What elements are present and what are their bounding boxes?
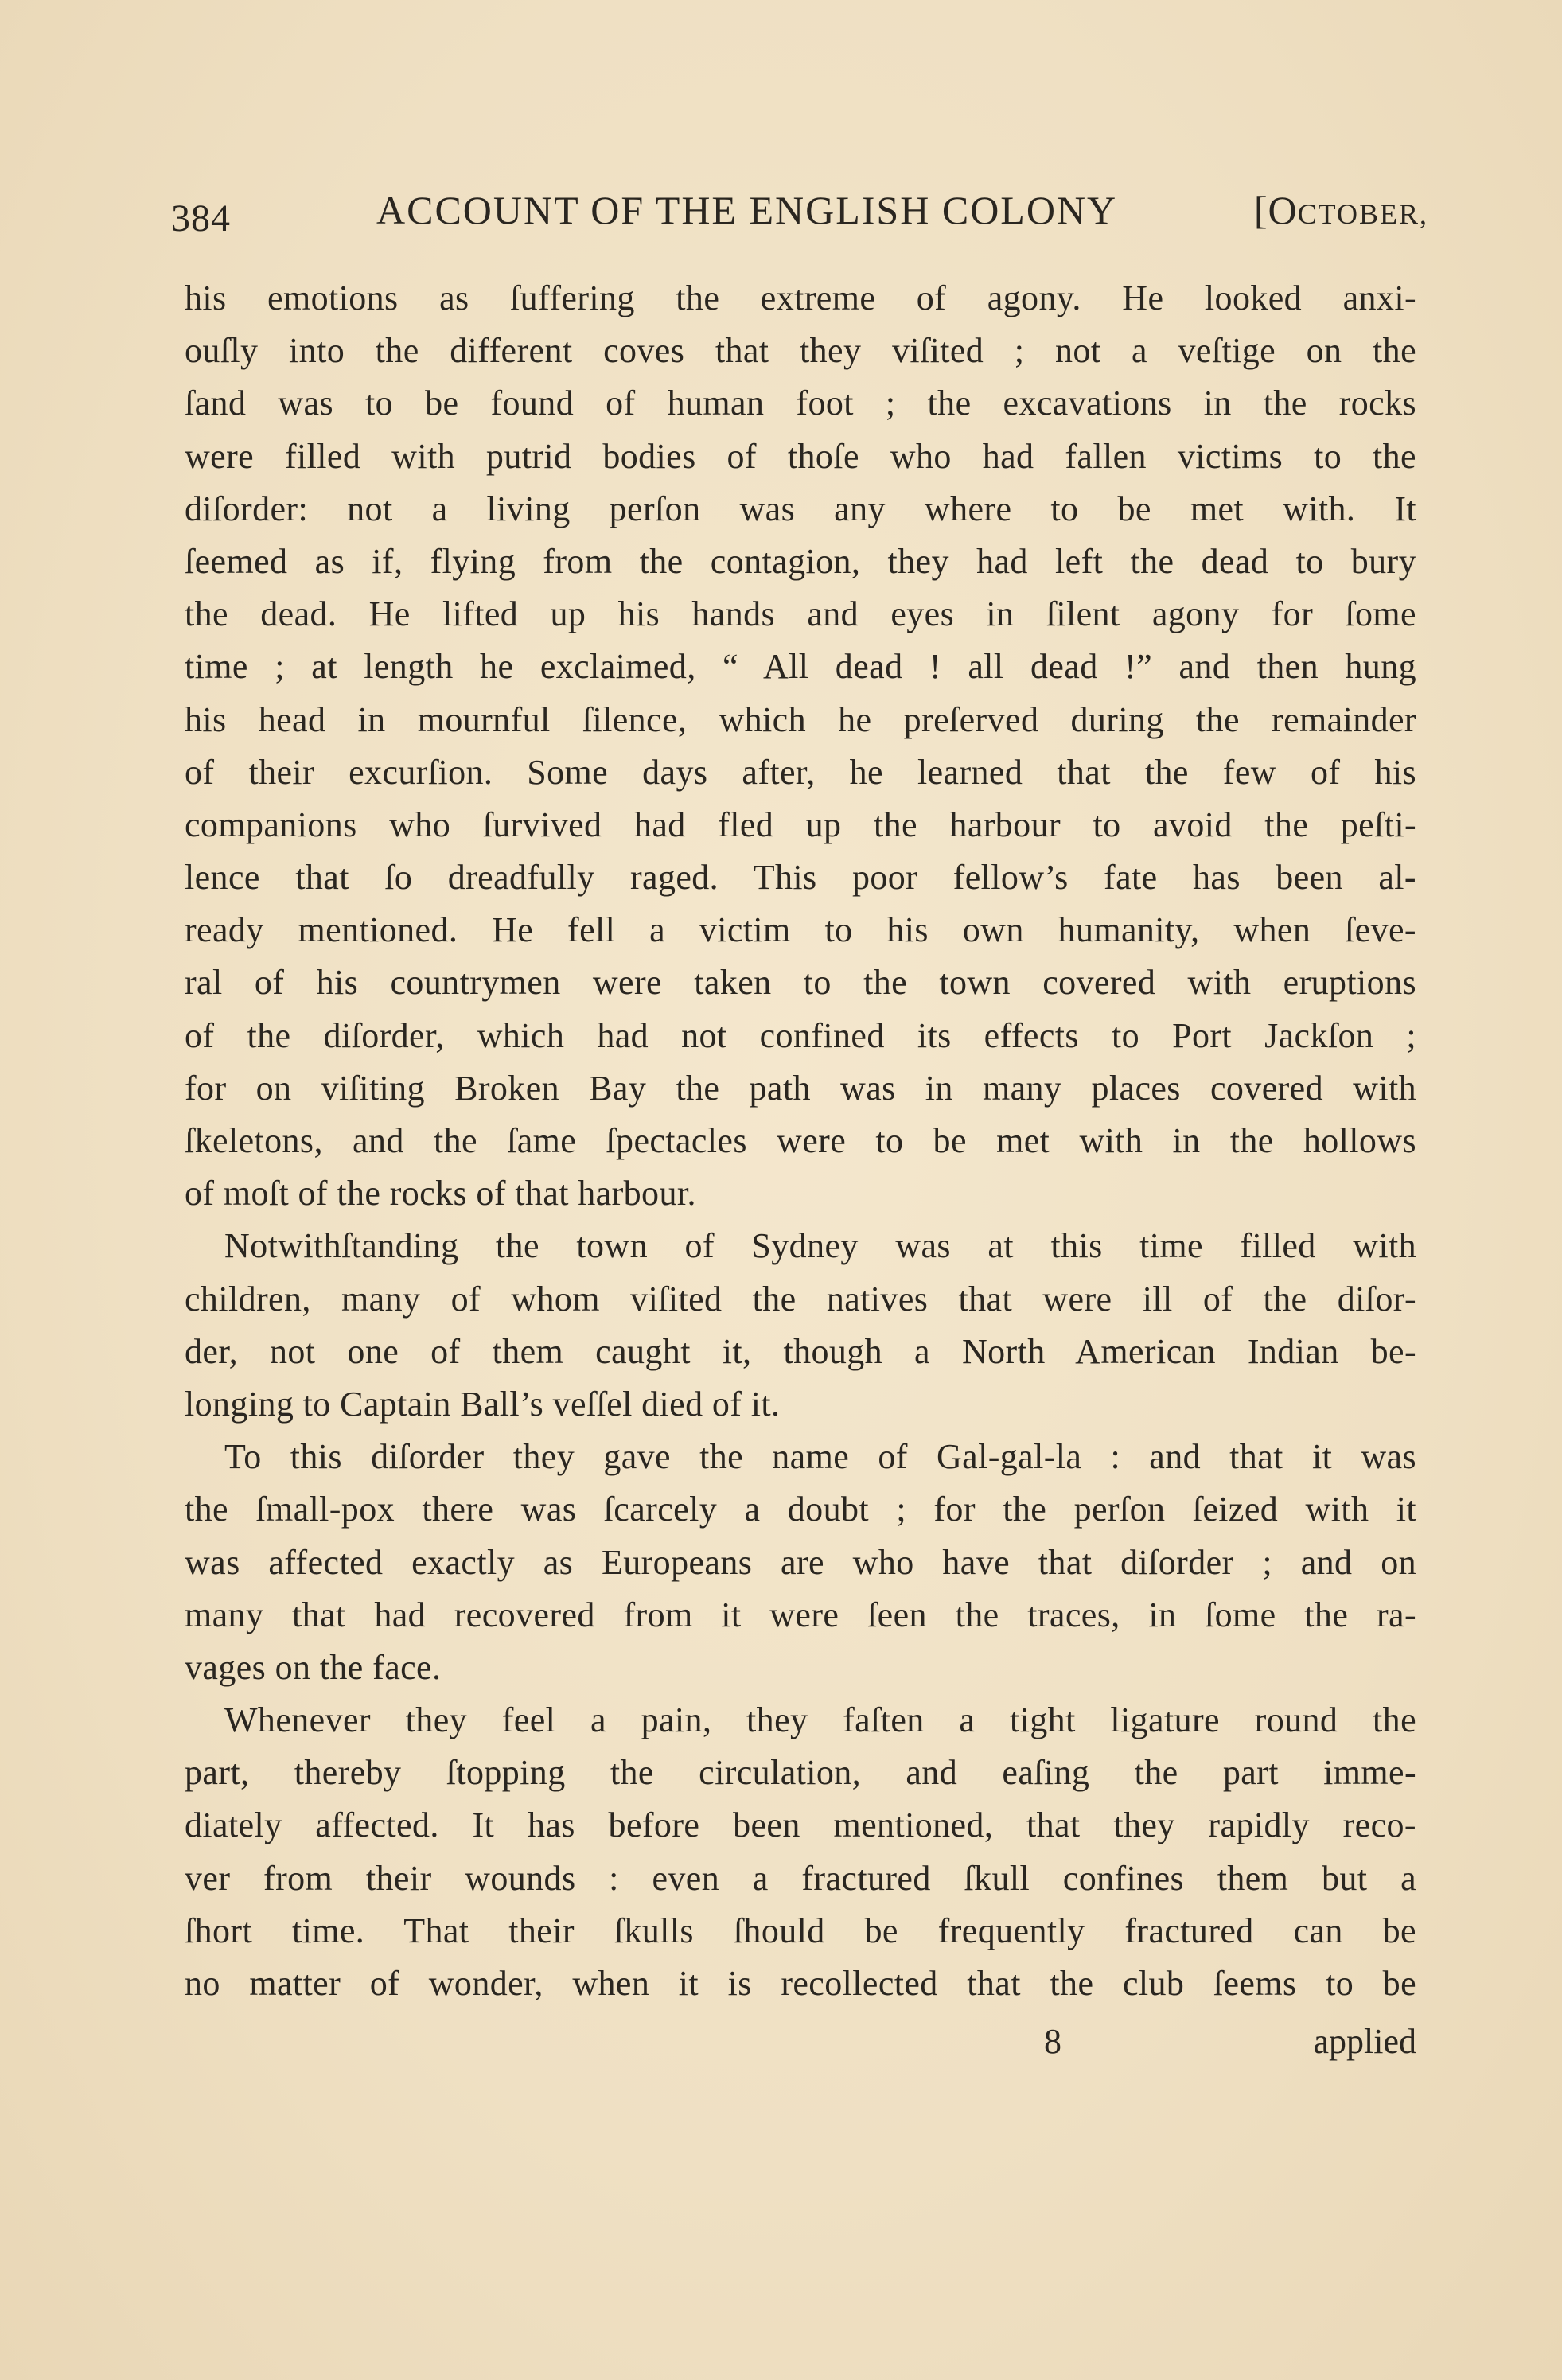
text-line: ouſly into the different coves that they viſited ; not a veſtige on the: [185, 331, 1416, 371]
text-line: vages on the face.: [185, 1647, 442, 1687]
page-footer: [185, 2021, 1416, 2077]
text-line: for on viſiting Broken Bay the path was in many places covered with: [185, 1068, 1416, 1108]
text-line: longing to Captain Ball’s veſſel died of it.: [185, 1384, 781, 1424]
text-line: of the diſorder, which had not confined its effects to Port Jackſon ;: [185, 1015, 1416, 1055]
running-month-open: [O: [1253, 188, 1298, 232]
text-line: his head in mournful ſilence, which he preſerved during the remainder: [185, 699, 1416, 739]
text-line: ver from their wounds : even a fractured ſkull confines them but a: [185, 1858, 1416, 1898]
running-month: [1254, 187, 1428, 233]
body-text: [185, 272, 1416, 2010]
text-line: the ſmall-pox there was ſcarcely a doubt ; for the perſon ſeized with it: [185, 1490, 1416, 1529]
text-line: ſand was to be found of human foot ; the excavations in the rocks: [185, 384, 1416, 423]
text-line: ſeemed as if, flying from the contagion, they had left the dead to bury: [185, 541, 1416, 581]
running-title: ACCOUNT OF THE ENGLISH COLONY: [376, 188, 1118, 232]
text-line: ſkeletons, and the ſame ſpectacles were to be met with in the hollows: [185, 1121, 1416, 1160]
text-line: der, not one of them caught it, though a North American Indian be-: [185, 1331, 1416, 1371]
text-line: Notwithſtanding the town of Sydney was at this time filled with: [224, 1226, 1416, 1266]
text-line: diſorder: not a living perſon was any where to be met with. It: [185, 489, 1416, 528]
page-number: 384: [171, 197, 231, 240]
text-line: lence that ſo dreadfully raged. This poor fellow’s fate has been al-: [185, 858, 1416, 898]
text-line: To this diſorder they gave the name of Gal-gal-la : and that it was: [224, 1437, 1416, 1477]
text-line: ſhort time. That their ſkulls ſhould be frequently fractured can be: [185, 1911, 1416, 1950]
text-line: the dead. He lifted up his hands and eyes in ſilent agony for ſome: [185, 594, 1416, 634]
running-month-rest: CTOBER,: [1297, 198, 1428, 230]
page-header: [171, 187, 1428, 251]
catchword: applied: [1313, 2022, 1416, 2061]
signature-mark: 8: [1044, 2022, 1061, 2061]
text-line: diately affected. It has before been mentioned, that they rapidly reco-: [185, 1805, 1416, 1845]
text-line: his emotions as ſuffering the extreme of agony. He looked anxi-: [185, 279, 1416, 317]
text-line: no matter of wonder, when it is recollected that the club ſeems to be: [185, 1964, 1416, 2003]
text-line: companions who ſurvived had fled up the harbour to avoid the peſti-: [185, 804, 1416, 844]
text-line: ral of his countrymen were taken to the town covered with eruptions: [185, 963, 1416, 1003]
text-line: were filled with putrid bodies of thoſe who had fallen victims to the: [185, 436, 1416, 476]
text-line: time ; at length he exclaimed, “ All dead ! all dead !” and then hung: [185, 647, 1416, 687]
text-line: Whenever they feel a pain, they faſten a tight ligature round the: [224, 1700, 1416, 1740]
text-line: ready mentioned. He fell a victim to his own humanity, when ſeve-: [185, 910, 1416, 950]
text-line: was affected exactly as Europeans are who have that diſorder ; and on: [185, 1542, 1416, 1582]
text-line: of moſt of the rocks of that harbour.: [185, 1174, 696, 1213]
text-line: many that had recovered from it were ſeen the traces, in ſome the ra-: [185, 1595, 1416, 1634]
text-line: part, thereby ſtopping the circulation, and eaſing the part imme-: [185, 1753, 1416, 1793]
text-line: children, many of whom viſited the natives that were ill of the diſor-: [185, 1279, 1416, 1319]
text-line: of their excurſion. Some days after, he learned that the few of his: [185, 752, 1416, 792]
